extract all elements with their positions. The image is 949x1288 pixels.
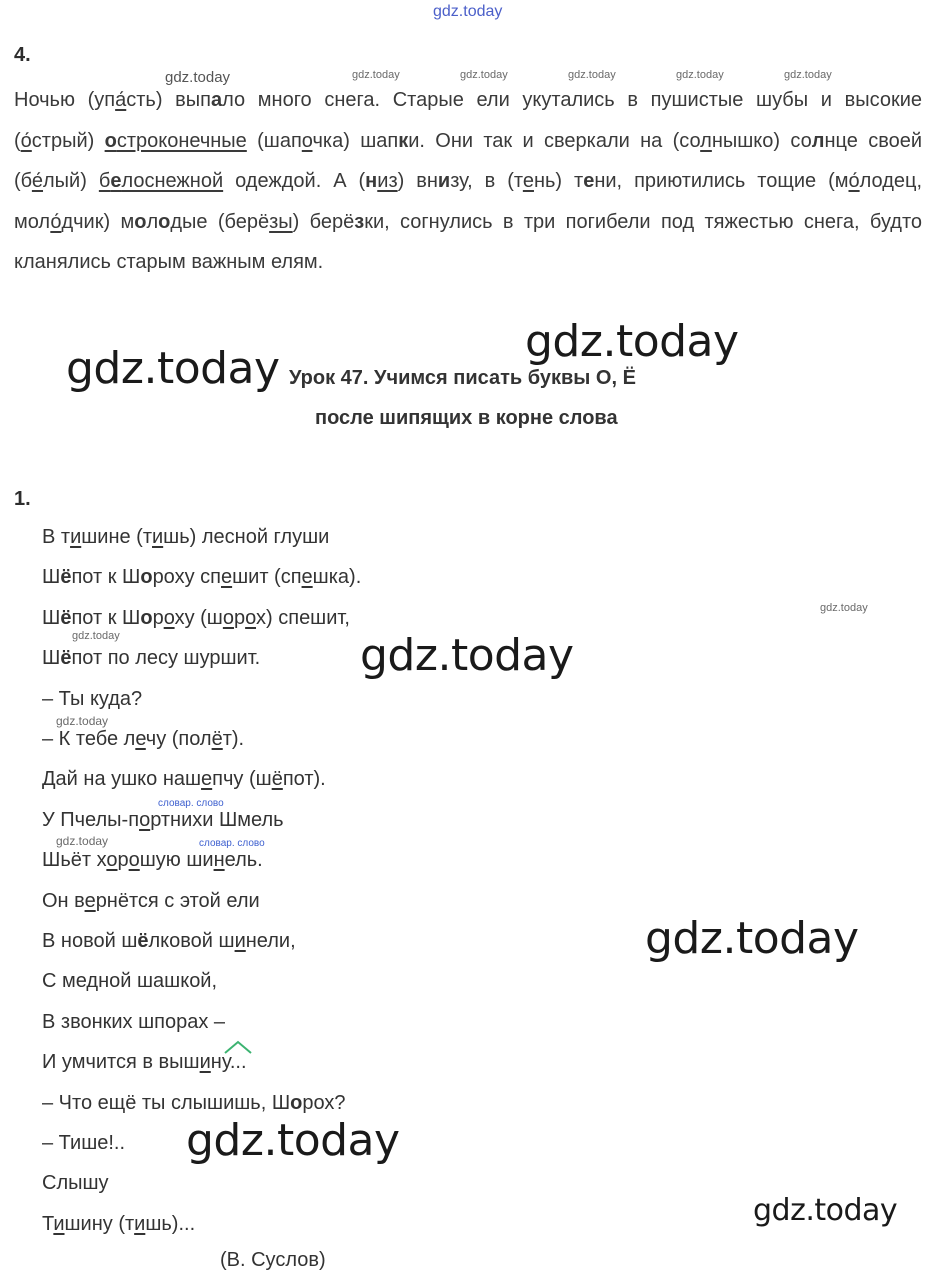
watermark-small: gdz.today [56,834,109,848]
watermark-large: gdz.today [753,1193,898,1228]
poem-line: С медной шашкой, [42,970,218,993]
poem-line: Шёпот к Шороху спешит (спешка). [42,566,362,589]
watermark-large: gdz.today [525,316,739,367]
poem-line: Шьёт хорошую шинель. [42,849,263,872]
watermark-top: gdz.today [433,3,503,20]
watermark-small: gdz.today [820,602,868,614]
poem-line: И умчится в вышину... [42,1051,247,1074]
exercise-4-paragraph: Ночью (упа́сть) выпало много снега. Старые ели укутались в пушистые шубы и высокие (о́стрый) остроконечные (шапочка) шапки. Они так и сверкали на (солнышко) солнце своей (бе́лый) белоснежной одеждой. А (низ) внизу, в (тень) тени, приютились тощие (мо́лодец, моло́дчик) молодые (берёзы) берёзки, согнулись в три погибели под тяжестью снега, будто кланялись старым важным елям. [14,89,923,273]
watermark-small: gdz.today [72,630,120,642]
watermark-large: gdz.today [645,913,859,964]
poem-line: Он вернётся с этой ели [42,889,260,912]
watermark-large: gdz.today [66,343,280,394]
exercise-number-1: 1. [14,488,31,510]
exercise-number-4: 4. [14,44,31,66]
watermark-small: gdz.today [784,69,832,81]
poem-line: Слышу [42,1172,109,1195]
poem-line: – Что ещё ты слышишь, Шорох? [42,1091,346,1114]
watermark-small: gdz.today [165,69,231,86]
watermark-small: gdz.today [568,69,616,81]
watermark-small: gdz.today [56,714,109,728]
poem-line: У Пчелы-портнихи Шмель [42,808,284,831]
poem-line: Шёпот по лесу шуршит. [42,647,261,670]
poem-author: (В. Суслов) [220,1249,326,1271]
poem-line: Шёпот к Шороху (шорох) спешит, [42,606,350,629]
watermark-small: gdz.today [352,69,400,81]
poem-line: Дай на ушко нашепчу (шёпот). [42,768,326,791]
dictionary-word-note: словар. слово [199,838,265,849]
poem-line: Тишину (тишь)... [42,1212,196,1235]
watermark-small: gdz.today [676,69,724,81]
dictionary-word-note: словар. слово [158,798,224,809]
poem-line: – К тебе лечу (полёт). [42,728,245,750]
watermark-large: gdz.today [186,1115,400,1166]
watermark-small: gdz.today [460,69,508,81]
lesson-title: Урок 47. Учимся писать буквы О, Ё [289,367,636,389]
poem-line: В тишине (тишь) лесной глуши [42,526,330,548]
poem-line: В новой шёлковой шинели, [42,930,296,952]
poem-line: – Тише!.. [42,1132,126,1154]
root-mark-icon [224,1040,252,1054]
watermark-large: gdz.today [360,630,574,681]
lesson-subtitle: после шипящих в корне слова [315,407,618,429]
poem-line: В звонких шпорах – [42,1010,226,1033]
poem-line: – Ты куда? [42,687,143,710]
